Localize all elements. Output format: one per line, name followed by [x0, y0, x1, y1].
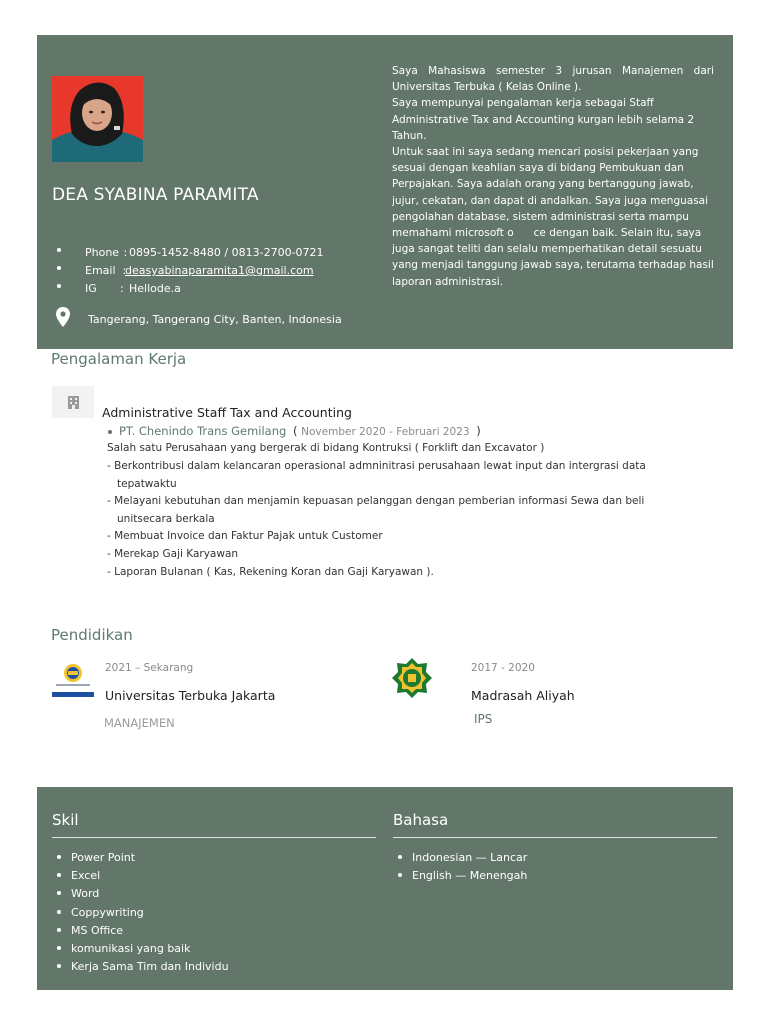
skill-item: MS Office [52, 922, 229, 940]
skill-item: Word [52, 885, 229, 903]
skill-item: Excel [52, 867, 229, 885]
summary-line: Perpajakan. Saya adalah orang yang bertanggung jawab, [392, 178, 694, 191]
building-icon [52, 386, 94, 418]
summary-line: Saya Mahasiswa semester 3 jurusan Manajemen dari [392, 65, 714, 77]
duty-item: - Merekap Gaji Karyawan [107, 547, 239, 560]
skills-divider [52, 837, 376, 838]
summary-line: Administrative Tax and Accounting kurgan lebih selama 2 [392, 113, 695, 126]
bullet-icon [57, 266, 61, 270]
university-logo-icon [52, 659, 94, 699]
edu-school: Universitas Terbuka Jakarta [105, 688, 276, 703]
skill-item: Power Point [52, 849, 229, 867]
summary-line: Saya mempunyai pengalaman kerja sebagai Staff [392, 97, 654, 110]
bullet-icon [57, 248, 61, 252]
languages-list [393, 849, 527, 885]
contact-ig-label: IG [85, 282, 97, 295]
summary-line: laporan administrasi. [392, 275, 504, 288]
edu-major: IPS [474, 712, 493, 726]
company-line [108, 424, 481, 438]
duty-item: unitsecara berkala [107, 512, 215, 525]
contact-phone-value: 0895-1452-8480 / 0813-2700-0721 [129, 246, 324, 259]
edu-period: 2021 – Sekarang [105, 662, 194, 674]
duty-item: - Membuat Invoice dan Faktur Pajak untuk Customer [107, 530, 383, 543]
summary-line: Universitas Terbuka ( Kelas Online ). [392, 81, 582, 94]
location-text: Tangerang, Tangerang City, Banten, Indonesia [88, 313, 342, 326]
skills-list [52, 849, 229, 976]
profile-header [37, 35, 733, 349]
summary-line: jujur, cekatan, dan dapat di andalkan. Saya juga menguasai [392, 194, 709, 207]
period-open: ( [292, 424, 298, 438]
summary-line: juga sangat teliti dan selalu memperhatikan detail sesuatu [392, 243, 702, 256]
summary-line: pengolahan database, sistem administrasi serta mampu [392, 210, 689, 223]
languages-divider [393, 837, 717, 838]
language-item: English — Menengah [393, 867, 527, 885]
duty-item: - Laporan Bulanan ( Kas, Rekening Koran dan Gaji Karyawan ). [107, 565, 434, 578]
full-name: DEA SYABINA PARAMITA [52, 185, 259, 205]
contact-phone-label: Phone [85, 246, 120, 259]
contact-phone-sep: : [120, 246, 131, 259]
location-pin-icon [56, 307, 70, 327]
skills-title: Skil [52, 811, 79, 829]
madrasah-logo-icon [391, 657, 433, 699]
edu-period: 2017 - 2020 [471, 662, 535, 674]
skills-languages-panel [37, 787, 733, 990]
language-item: Indonesian — Lancar [393, 849, 527, 867]
duty-list [107, 458, 667, 581]
skill-item: Coppywriting [52, 904, 229, 922]
skill-item: komunikasi yang baik [52, 940, 229, 958]
period-close: ) [476, 424, 481, 438]
summary-line: memahami microsoft o ce dengan baik. Selain itu, saya [392, 227, 702, 240]
edu-major: MANAJEMEN [104, 716, 175, 730]
email-link[interactable]: deasyabinaparamita1@gmail.com [125, 264, 314, 277]
summary-line: Tahun. [392, 129, 427, 142]
education-section-title: Pendidikan [51, 626, 133, 644]
profile-summary [392, 63, 714, 290]
duty-item: - Melayani kebutuhan dan menjamin kepuasan pelanggan dengan pemberian informasi Sewa dan beli [107, 495, 645, 508]
company-description: Salah satu Perusahaan yang bergerak di bidang Kontruksi ( Forklift dan Excavator ) [107, 442, 545, 454]
contact-email-label: Email [85, 264, 116, 277]
job-period: November 2020 - Februari 2023 [301, 426, 470, 438]
summary-line: sesuai dengan keahlian saya di bidang Pembukuan dan [392, 162, 684, 175]
bullet-icon [108, 430, 112, 434]
job-title: Administrative Staff Tax and Accounting [102, 405, 352, 420]
languages-title: Bahasa [393, 811, 449, 829]
duty-item: tepatwaktu [107, 477, 177, 490]
summary-line: Untuk saat ini saya sedang mencari posisi pekerjaan yang [392, 146, 699, 159]
summary-line: yang menjadi tanggung jawab saya, terutama terhadap hasil [392, 259, 714, 272]
contact-ig-sep: : [120, 282, 128, 295]
experience-section-title: Pengalaman Kerja [51, 350, 187, 368]
contact-email-sep: : [119, 264, 127, 277]
duty-item: - Berkontribusi dalam kelancaran operasional admninitrasi perusahaan lewat input dan intergrasi data [107, 460, 646, 472]
edu-school: Madrasah Aliyah [471, 688, 575, 703]
skill-item: Kerja Sama Tim dan Individu [52, 958, 229, 976]
bullet-icon [57, 284, 61, 288]
profile-photo [52, 76, 143, 162]
company-name: PT. Chenindo Trans Gemilang [119, 424, 287, 438]
contact-ig-value: Hellode.a [129, 282, 181, 295]
